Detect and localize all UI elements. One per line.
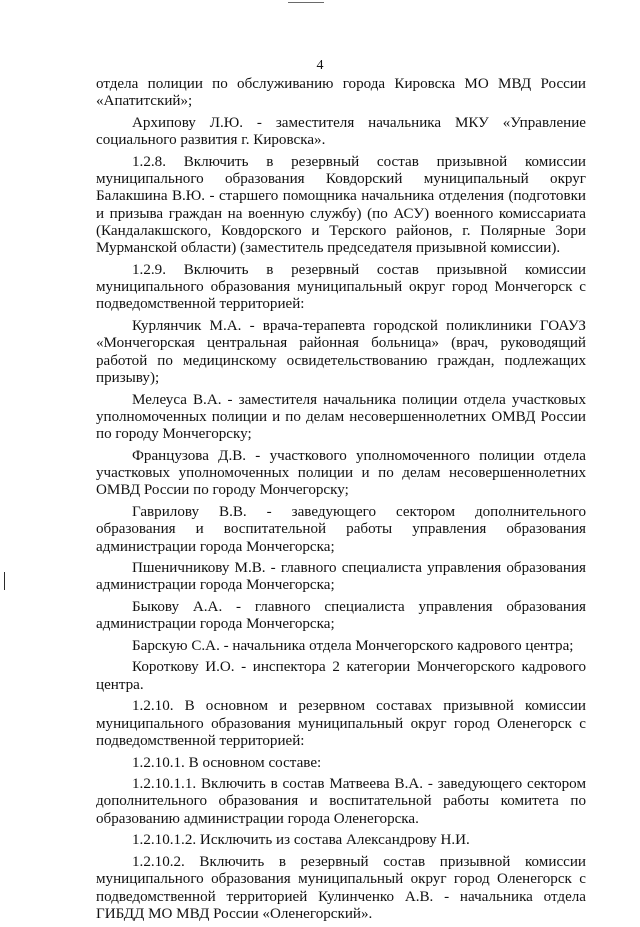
paragraph-1-2-10-1-2: 1.2.10.1.2. Исключить из состава Александрову Н.И. [132,832,470,849]
paragraph-frantsuzova: Французова Д.В. - участкового уполномоченного полиции отдела участковых уполномоченных полиции и по делам несовершеннолетних ОМВД России по городу Мончегорску; [96,447,586,499]
paragraph-meleusa: Мелеуса В.А. - заместителя начальника полиции отдела участковых уполномоченных полиции и по делам несовершеннолетних ОМВД России по городу Мончегорску; [96,391,586,443]
page-number: 4 [316,58,324,73]
top-edge-mark [288,2,324,3]
paragraph-pshenichnikova: Пшеничникову М.В. - главного специалиста управления образования администрации города Мончегорска; [96,560,586,594]
left-edge-mark [4,572,5,590]
paragraph-1-2-10-2: 1.2.10.2. Включить в резервный состав призывной комиссии муниципального образования муниципальный округ город Оленегорск с подведомственной территорией Кулинченко А.В. - начальника отдела ГИБДД МО МВД России «Оленегорский». [96,853,586,922]
paragraph-kurlyanchik: Курлянчик М.А. - врача-терапевта городской поликлиники ГОАУЗ «Мончегорская центральная районная больница» (врач, руководящий работой по медицинскому освидетельствованию граждан, подлежащих призыву); [96,318,586,386]
paragraph-gavrilova: Гаврилову В.В. - заведующего сектором дополнительного образования и воспитательной работы управления образования администрации города Мончегорска; [96,503,586,555]
paragraph-1-2-10-1-1: 1.2.10.1.1. Включить в состав Матвеева В.А. - заведующего сектором дополнительного образования и воспитательной работы комитета по образованию администрации города Оленегорска. [96,776,586,827]
paragraph-1-2-8: 1.2.8. Включить в резервный состав призывной комиссии муниципального образования Ковдорский муниципальный округ Балакшина В.Ю. - старшего помощника начальника отделения (подготовки и призыва граждан на военную службу) (по АСУ) военного комиссариата (Кандалакшского, Ковдорского и Терского районов, г. Полярные Зори Мурманской области) (заместитель председателя призывной комиссии). [96,153,586,257]
paragraph-1-2-10-1: 1.2.10.1. В основном составе: [132,754,322,771]
paragraph-arkhipova: Архипову Л.Ю. - заместителя начальника МКУ «Управление социального развития г. Кировска». [96,114,586,149]
paragraph-korotkova: Короткову И.О. - инспектора 2 категории Мончегорского кадрового центра. [96,659,586,693]
paragraph-continuation: отдела полиции по обслуживанию города Кировска МО МВД России «Апатитский»; [96,76,586,110]
paragraph-bykova: Быкову А.А. - главного специалиста управления образования администрации города Мончегорска; [96,598,586,633]
paragraph-barskaya: Барскую С.А. - начальника отдела Мончегорского кадрового центра; [132,637,574,654]
paragraph-1-2-10: 1.2.10. В основном и резервном составах призывной комиссии муниципального образования муниципальный округ город Оленегорск с подведомственной территорией: [96,698,586,749]
document-body [96,76,586,927]
paragraph-1-2-9: 1.2.9. Включить в резервный состав призывной комиссии муниципального образования муниципальный округ город Мончегорск с подведомственной территорией: [96,261,586,313]
